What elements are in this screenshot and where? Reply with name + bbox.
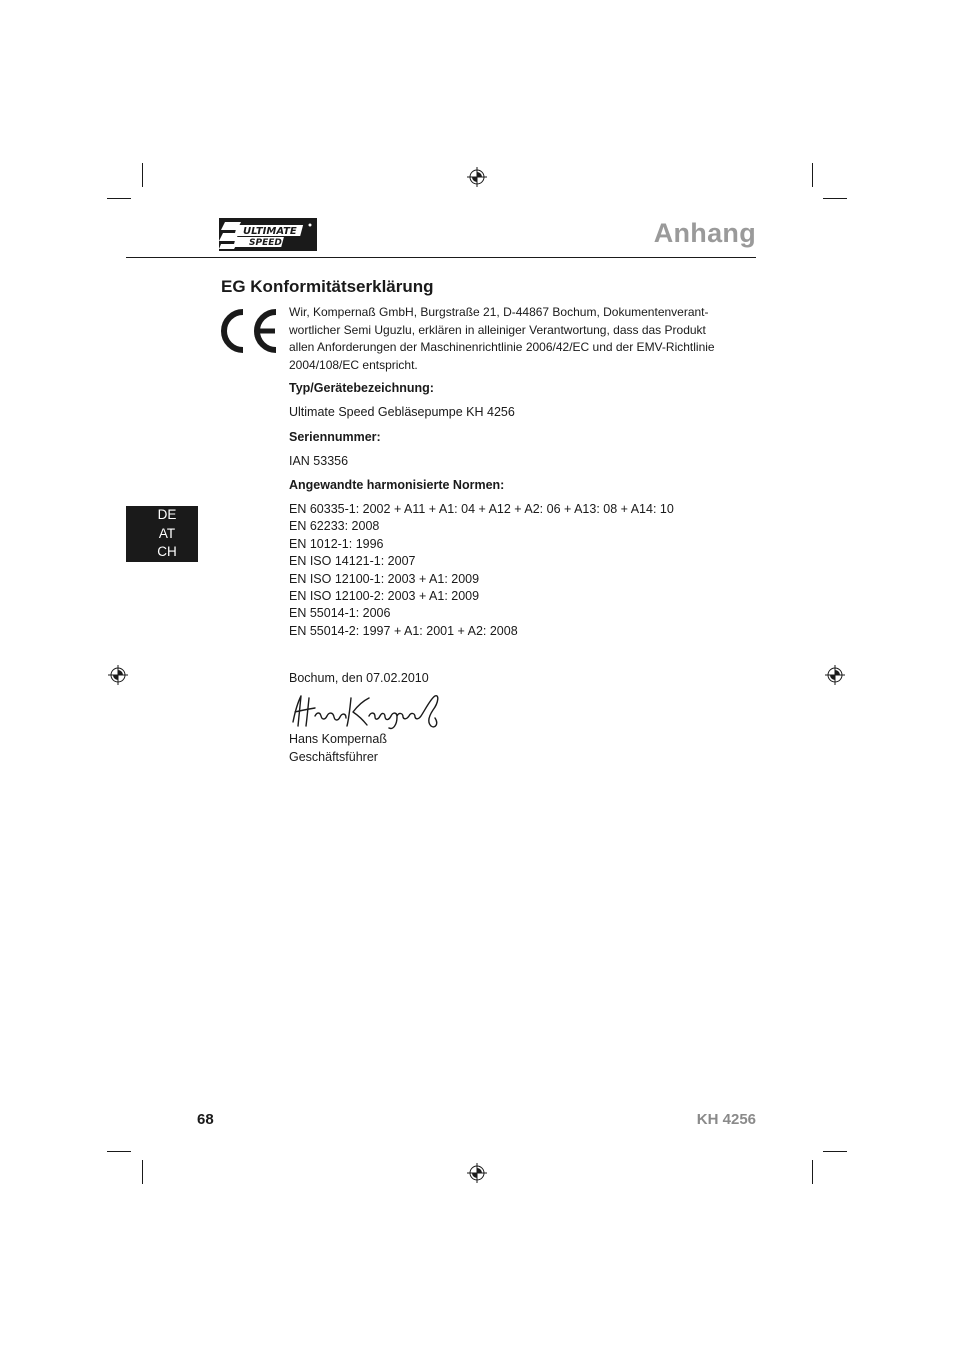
standard-item: EN 55014-2: 1997 + A1: 2001 + A2: 2008 [289,623,518,638]
serial-label: Seriennummer: [289,430,381,444]
signature-icon [289,692,445,732]
crop-mark [107,198,131,199]
language-code: DE [157,507,177,522]
declaration-text [289,304,739,374]
signer-name: Hans Kompernaß [289,732,387,746]
ce-mark-icon [219,308,281,354]
type-label: Typ/Gerätebezeichnung: [289,381,434,395]
serial-value: IAN 53356 [289,454,349,468]
header-divider [126,257,756,258]
language-code: CH [157,544,177,559]
crop-mark [812,1160,813,1184]
declaration-line: Wir, Kompernaß GmbH, Burgstraße 21, D-44867 Bochum, Dokumentenverant- [289,305,709,319]
declaration-line: 2004/108/EC entspricht. [289,357,418,372]
page-title: Anhang [653,218,756,248]
model-number: KH 4256 [696,1111,756,1128]
registration-mark-icon [467,167,487,187]
signer-block [289,730,387,766]
svg-text:SPEED: SPEED [249,238,282,248]
standard-item: EN 60335-1: 2002 + A11 + A1: 04 + A12 + A2: 06 + A13: 08 + A14: 10 [289,502,674,516]
standards-list [289,501,674,640]
declaration-line: allen Anforderungen der Maschinenrichtlinie 2006/42/EC und der EMV-Richtlinie [289,340,715,354]
standard-item: EN 1012-1: 1996 [289,536,384,551]
crop-mark [823,1151,847,1152]
declaration-line: wortlicher Semi Uguzlu, erklären in alleiniger Verantwortung, dass das Produkt [289,322,706,337]
crop-mark [812,163,813,187]
registration-mark-icon [825,665,845,685]
crop-mark [142,1160,143,1184]
place-date: Bochum, den 07.02.2010 [289,671,429,685]
standards-label: Angewandte harmonisierte Normen: [289,478,505,492]
type-value: Ultimate Speed Gebläsepumpe KH 4256 [289,405,515,419]
crop-mark [823,198,847,199]
language-tab [126,506,198,562]
page-number: 68 [197,1111,214,1128]
standard-item: EN ISO 12100-2: 2003 + A1: 2009 [289,589,480,604]
registration-mark-icon [108,665,128,685]
svg-text:ULTIMATE: ULTIMATE [243,226,297,237]
registration-mark-icon [467,1163,487,1183]
crop-mark [107,1151,131,1152]
crop-mark [142,163,143,187]
standard-item: EN ISO 12100-1: 2003 + A1: 2009 [289,571,480,586]
standard-item: EN ISO 14121-1: 2007 [289,554,416,569]
ultimate-speed-logo [219,218,317,251]
signer-title: Geschäftsführer [289,750,378,764]
standard-item: EN 55014-1: 2006 [289,606,391,621]
section-heading: EG Konformitätserklärung [221,277,434,296]
standard-item: EN 62233: 2008 [289,519,380,534]
language-code: AT [158,525,176,541]
